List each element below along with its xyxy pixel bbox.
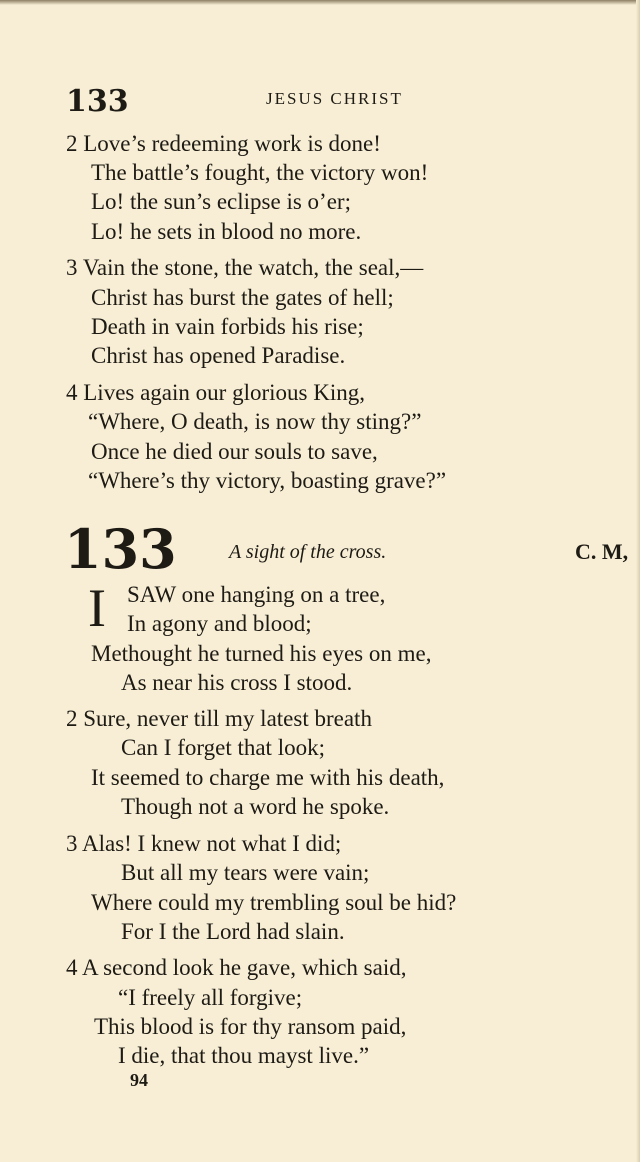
verse-line: “I freely all forgive;	[118, 985, 303, 1010]
verse-line: Christ has burst the gates of hell;	[91, 285, 394, 310]
verse-line: This blood is for thy ransom paid,	[94, 1014, 407, 1039]
verse-line: As near his cross I stood.	[121, 670, 353, 695]
verse-line: 2 Sure, never till my latest breath	[66, 706, 372, 731]
page-right-edge	[636, 0, 640, 1162]
running-title: JESUS CHRIST	[266, 89, 403, 108]
verse-line: In agony and blood;	[127, 611, 312, 636]
verse-line: Once he died our souls to save,	[91, 439, 378, 464]
verse-line: 3 Vain the stone, the watch, the seal,—	[66, 255, 424, 280]
hymn-meter: C. M,	[575, 539, 629, 564]
verse-line: 4 A second look he gave, which said,	[66, 955, 407, 980]
verse-line: “Where’s thy victory, boasting grave?”	[88, 468, 447, 493]
verse-line: The battle’s fought, the victory won!	[91, 160, 429, 185]
verse-line: For I the Lord had slain.	[121, 919, 345, 944]
page-top-edge	[0, 0, 640, 5]
verse-line: It seemed to charge me with his death,	[91, 765, 445, 790]
hymn-subtitle: A sight of the cross.	[229, 541, 387, 563]
verse-line: Lo! he sets in blood no more.	[91, 219, 362, 244]
verse-line: 4 Lives again our glorious King,	[66, 380, 365, 405]
drop-cap: I	[88, 578, 106, 638]
verse-line: SAW one hanging on a tree,	[127, 582, 386, 607]
page-number: 94	[130, 1070, 148, 1090]
verse-line: 3 Alas! I knew not what I did;	[66, 831, 342, 856]
header-hymn-number: 133	[66, 84, 129, 119]
verse-line: Where could my trembling soul be hid?	[91, 890, 457, 915]
verse-line: Can I forget that look;	[121, 735, 325, 760]
verse-line: But all my tears were vain;	[121, 860, 370, 885]
verse-line: Lo! the sun’s eclipse is o’er;	[91, 189, 351, 214]
verse-line: Though not a word he spoke.	[121, 794, 390, 819]
verse-line: Christ has opened Paradise.	[91, 343, 346, 368]
verse-line: 2 Love’s redeeming work is done!	[66, 131, 381, 156]
verse-line: I die, that thou mayst live.”	[118, 1043, 370, 1068]
verse-line: Methought he turned his eyes on me,	[91, 641, 432, 666]
verse-line: “Where, O death, is now thy sting?”	[88, 409, 422, 434]
verse-line: Death in vain forbids his rise;	[91, 314, 364, 339]
hymn-number: 133	[64, 517, 177, 581]
